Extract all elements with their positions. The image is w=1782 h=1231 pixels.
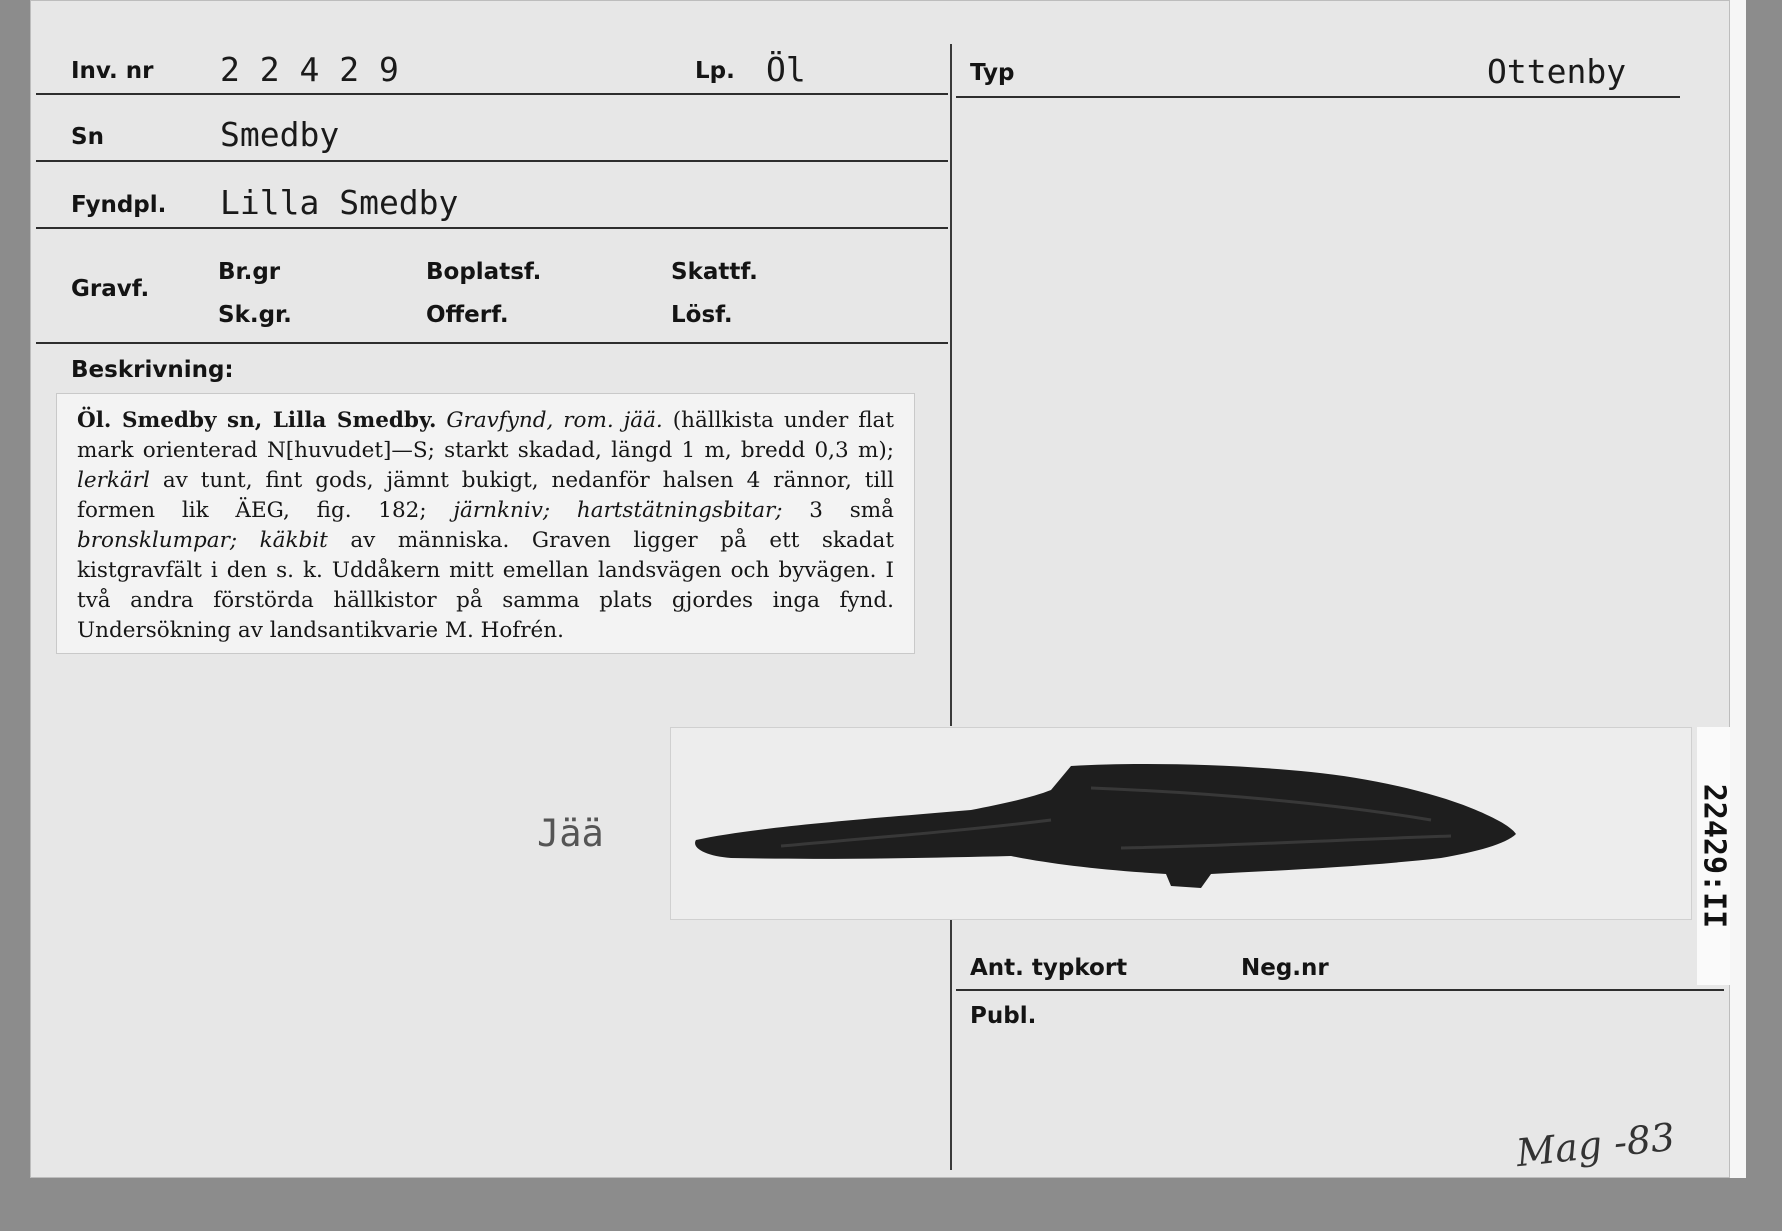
losf-label: Lösf.: [671, 302, 733, 328]
skattf-label: Skattf.: [671, 259, 758, 285]
material-stamp: Jää: [537, 812, 604, 855]
beskrivning-label: Beskrivning:: [71, 357, 234, 383]
skgr-label: Sk.gr.: [218, 302, 292, 328]
divider-fyndpl: [36, 227, 948, 229]
publ-label: Publ.: [970, 1003, 1037, 1029]
inv-label: Inv. nr: [71, 58, 154, 84]
description-text-2: av tunt, fint gods, jämnt bukigt, nedanför halsen 4 rännor, till formen lik ÄEG, fig. 182;: [77, 468, 894, 523]
description-lead-bold: Öl. Smedby sn, Lilla Smedby.: [77, 408, 437, 433]
lp-label: Lp.: [695, 58, 735, 84]
typ-value: Ottenby: [1487, 52, 1627, 91]
card-edge: [1730, 0, 1746, 1178]
description-lead-italic: Gravfynd, rom. jää.: [446, 408, 663, 433]
description-text-3: 3 små: [809, 498, 894, 523]
inv-value: 2 2 4 2 9: [220, 50, 399, 89]
description-italic-3: bronsklumpar; käkbit: [77, 528, 328, 553]
side-catalog-number-text: 22429:II: [1696, 783, 1731, 929]
side-catalog-number: [1697, 727, 1730, 985]
description-text-1: (hällkista under flat mark orienterad N[huvudet]—S; starkt skadad, längd 1 m, bredd 0,3 m);: [77, 408, 894, 463]
typ-label: Typ: [970, 60, 1015, 86]
fyndpl-value: Lilla Smedby: [220, 183, 459, 222]
iron-knife-image: [671, 728, 1693, 921]
description-clipping: [56, 393, 915, 654]
artifact-photo: [670, 727, 1692, 920]
description-text-4: av människa. Graven ligger på ett skadat kistgravfält i den s. k. Uddåkern mitt emellan landsvägen och byvägen. I två andra förstörda hällkistor på samma plats gjordes inga fynd. Undersökning av landsantikvarie M. Hofrén.: [77, 528, 895, 643]
boplatsf-label: Boplatsf.: [426, 259, 542, 285]
divider-gravf: [36, 342, 948, 344]
divider-header-left: [36, 93, 948, 95]
divider-header-right: [956, 96, 1680, 98]
sn-label: Sn: [71, 124, 104, 150]
brgr-label: Br.gr: [218, 259, 281, 285]
description-italic-2: järnkniv; hartstätningsbitar;: [453, 498, 783, 523]
offerf-label: Offerf.: [426, 302, 509, 328]
negnr-label: Neg.nr: [1241, 955, 1329, 981]
handwritten-annotation: Mag -83: [1514, 1114, 1678, 1176]
lp-value: Öl: [766, 50, 806, 89]
ant-typkort-label: Ant. typkort: [970, 955, 1128, 981]
knife-silhouette: [695, 764, 1516, 888]
fyndpl-label: Fyndpl.: [71, 192, 167, 218]
sn-value: Smedby: [220, 115, 340, 154]
column-divider: [950, 44, 952, 726]
description-italic-1: lerkärl: [77, 468, 150, 493]
divider-sn: [36, 160, 948, 162]
divider-typkort: [956, 989, 1724, 991]
column-divider-lower: [950, 920, 952, 1170]
gravf-label: Gravf.: [71, 276, 150, 302]
